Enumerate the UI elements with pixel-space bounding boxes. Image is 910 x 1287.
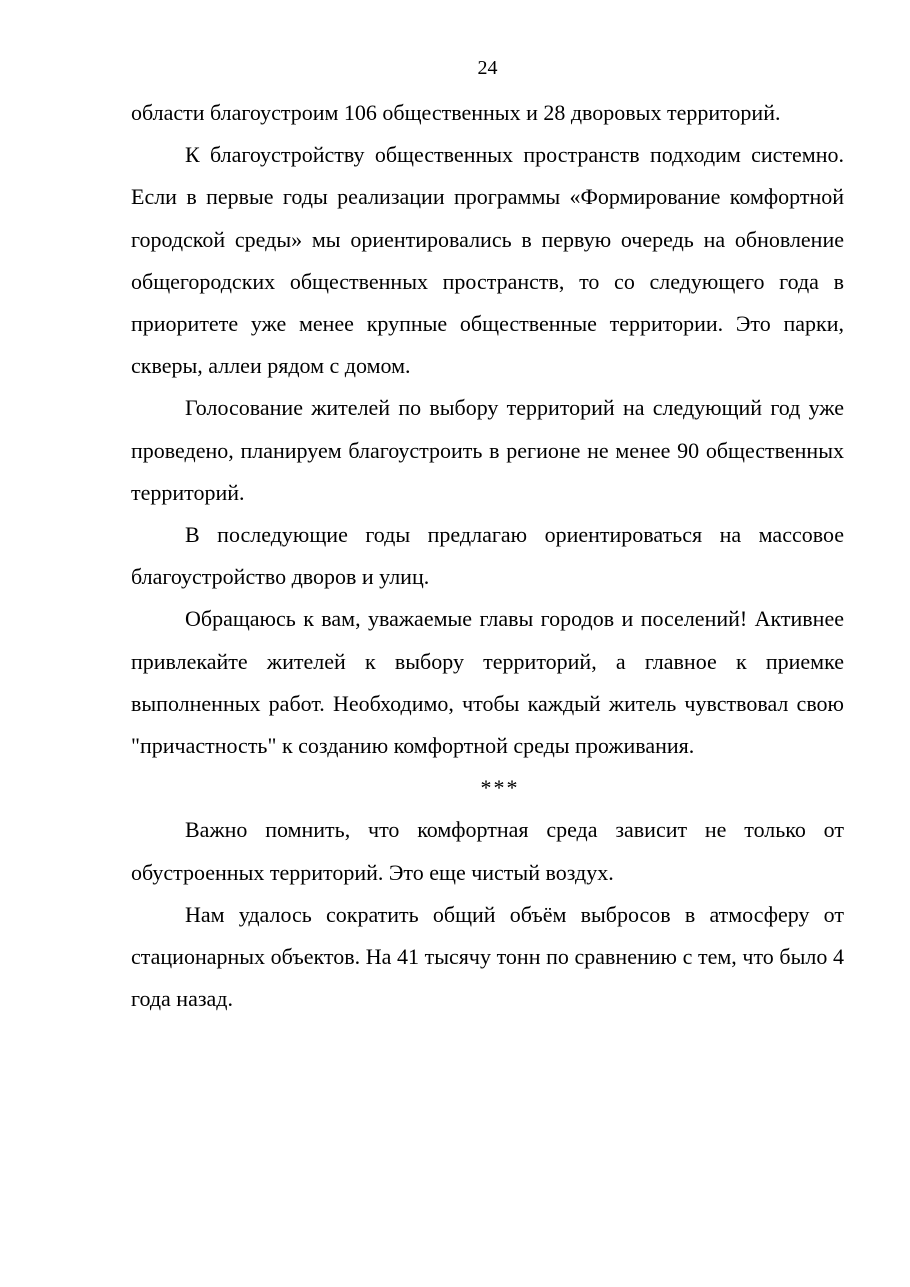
paragraph-emissions: Нам удалось сократить общий объём выбросов в атмосферу от стационарных объектов. На 41 тысячу тонн по сравнению с тем, что было 4 года назад.: [131, 901, 844, 1012]
section-separator: ***: [480, 775, 520, 801]
page-number: 24: [477, 57, 498, 79]
document-body: [131, 92, 844, 1020]
paragraph-clean-air: Важно помнить, что комфортная среда зависит не только от обустроенных территорий. Это еще чистый воздух.: [131, 817, 844, 885]
paragraph-continuation: области благоустроим 106 общественных и 28 дворовых территорий.: [131, 100, 781, 125]
paragraph-resident-voting: Голосование жителей по выбору территорий на следующий год уже проведено, планируем благоустроить в регионе не менее 90 общественных территорий.: [131, 395, 844, 505]
paragraph-appeal-to-heads: Обращаюсь к вам, уважаемые главы городов и поселений! Активнее привлекайте жителей к выбору территорий, а главное к приемке выполненных работ. Необходимо, чтобы каждый житель чувствовал свою "причастность" к созданию комфортной среды проживания.: [131, 606, 844, 759]
paragraph-public-spaces: К благоустройству общественных пространств подходим системно. Если в первые годы реализации программы «Формирование комфортной городской среды» мы ориентировались в первую очередь на обновление общегородских общественных пространств, то со следующего года в приоритете уже менее крупные общественные территории. Это парки, скверы, аллеи рядом с домом.: [131, 142, 844, 379]
paragraph-future-years: В последующие годы предлагаю ориентироваться на массовое благоустройство дворов и улиц.: [131, 522, 844, 590]
